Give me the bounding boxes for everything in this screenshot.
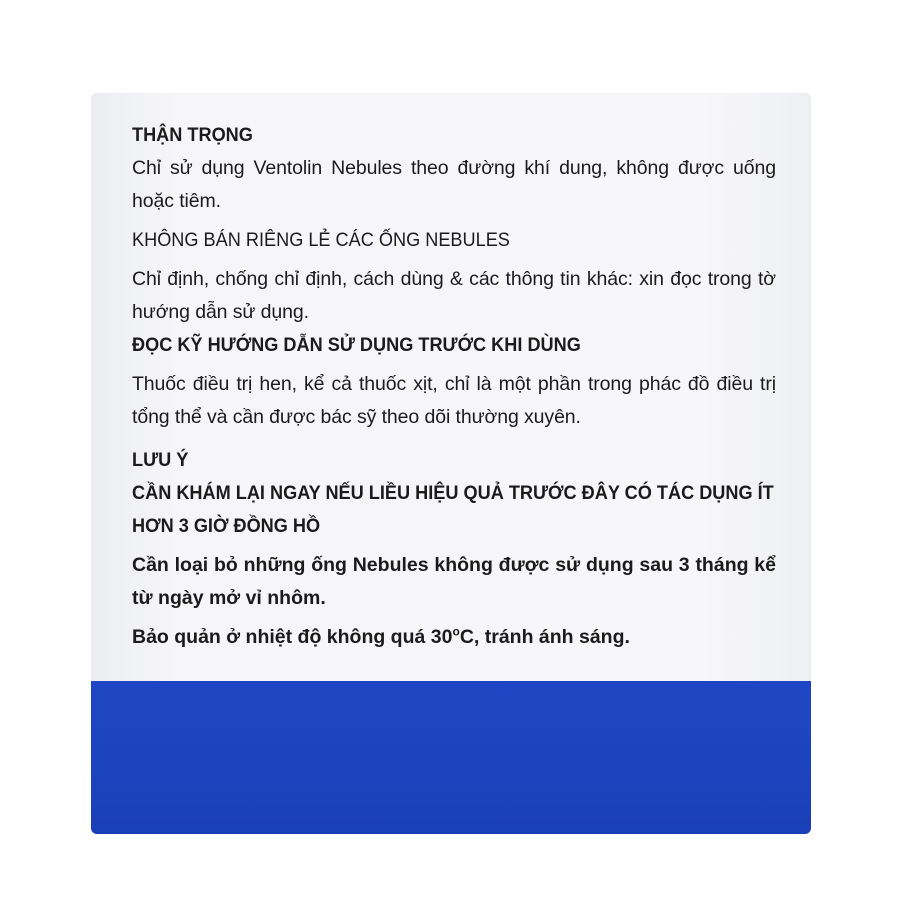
storage-text — [132, 621, 776, 654]
no-single-sale-notice: KHÔNG BÁN RIÊNG LẺ CÁC ỐNG NEBULES — [132, 229, 510, 251]
read-instructions-heading: ĐỌC KỸ HƯỚNG DẪN SỬ DỤNG TRƯỚC KHI DÙNG — [132, 334, 581, 356]
storage-degree: o — [452, 624, 460, 639]
caution-heading: THẬN TRỌNG — [132, 124, 253, 146]
asthma-treatment-text: Thuốc điều trị hen, kể cả thuốc xịt, chỉ là một phần trong phác đồ điều trị tổng thể và cần được bác sỹ theo dõi thường xuyên. — [132, 373, 776, 428]
caution-text: Chỉ sử dụng Ventolin Nebules theo đường khí dung, không được uống hoặc tiêm. — [132, 157, 776, 212]
package-side-panel — [91, 93, 811, 834]
discard-text: Cần loại bỏ những ống Nebules không được sử dụng sau 3 tháng kể từ ngày mở vỉ nhôm. — [132, 554, 776, 609]
indications-text: Chỉ định, chống chỉ định, cách dùng & các thông tin khác: xin đọc trong tờ hướng dẫn sử dụng. — [132, 268, 776, 323]
note-warning: CẦN KHÁM LẠI NGAY NẾU LIỀU HIỆU QUẢ TRƯỚC ĐÂY CÓ TÁC DỤNG ÍT HƠN 3 GIỜ ĐỒNG HỒ — [132, 482, 774, 537]
text-panel — [91, 93, 811, 681]
storage-prefix: Bảo quản ở nhiệt độ không quá 30 — [132, 626, 453, 648]
label-text-block — [132, 119, 776, 654]
blue-color-band — [91, 681, 811, 834]
note-heading: LƯU Ý — [132, 449, 189, 471]
storage-suffix: C, tránh ánh sáng. — [459, 626, 630, 648]
